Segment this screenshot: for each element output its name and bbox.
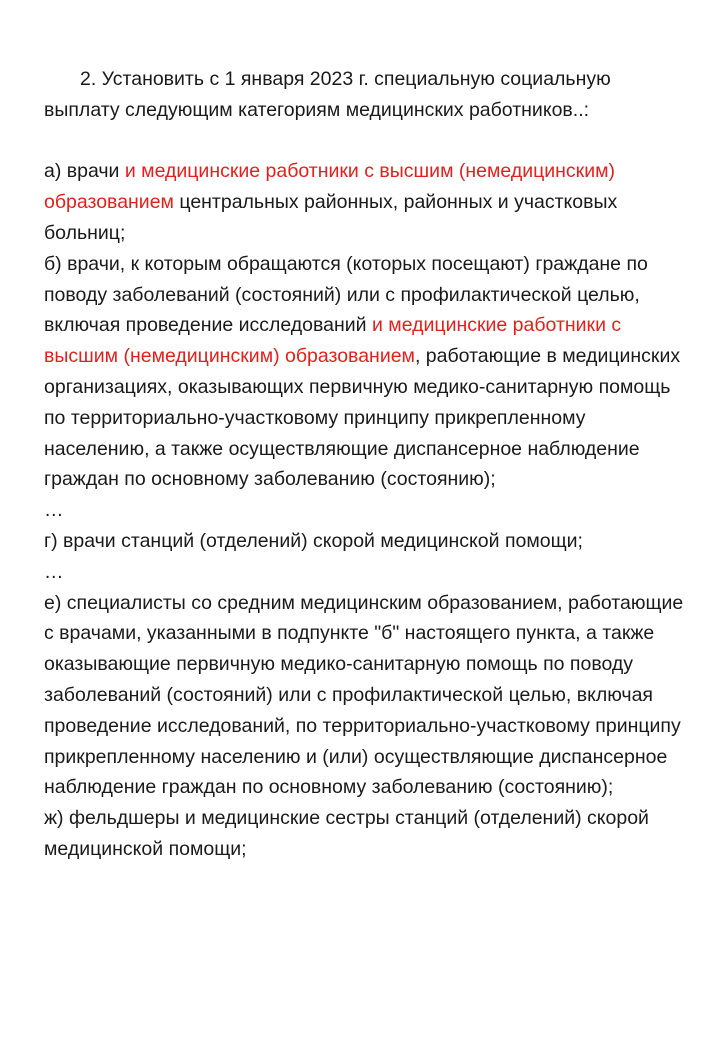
document-page xyxy=(44,64,684,865)
item-a xyxy=(44,156,684,248)
item-e: е) специалисты со средним медицинским образованием, работающие с врачами, указанными в подпункте "б" настоящего пункта, а также оказывающие первичную медико-санитарную помощь по поводу заболеваний (состояний) или с профилактической целью, включая проведение исследований, по территориально-участковому принципу прикрепленному населению и (или) осуществляющие диспансерное наблюдение граждан по основному заболеванию (состоянию); xyxy=(44,591,684,799)
item-b-suffix: , работающие в медицинских организациях, оказывающих первичную медико-санитарную помощь по территориально-участковому принципу прикрепленному населению, а также осуществляющие диспансерное наблюдение граждан по основному заболеванию (состоянию); xyxy=(44,345,681,491)
item-zh: ж) фельдшеры и медицинские сестры станций (отделений) скорой медицинской помощи; xyxy=(44,807,649,860)
item-b xyxy=(44,249,684,495)
ellipsis-1: … xyxy=(44,499,64,522)
intro-paragraph: 2. Установить с 1 января 2023 г. специальную социальную выплату следующим категориям медицинских работников..: xyxy=(44,68,611,121)
blank-line xyxy=(44,126,684,157)
item-a-prefix: а) врачи xyxy=(44,160,125,183)
item-b-prefix: б) врачи, к которым обращаются (которых посещают) граждане по поводу заболеваний (состояний) или с профилактической целью, включая проведение исследований xyxy=(44,252,648,337)
item-b-highlight: и медицинские работники с высшим (немедицинским) образованием xyxy=(44,314,622,368)
item-a-highlight: и медицинские работники с высшим (немедицинским) образованием xyxy=(44,160,615,214)
ellipsis-2: … xyxy=(44,560,64,583)
item-a-suffix: центральных районных, районных и участковых больниц; xyxy=(44,191,618,244)
item-g: г) врачи станций (отделений) скорой медицинской помощи; xyxy=(44,529,583,552)
